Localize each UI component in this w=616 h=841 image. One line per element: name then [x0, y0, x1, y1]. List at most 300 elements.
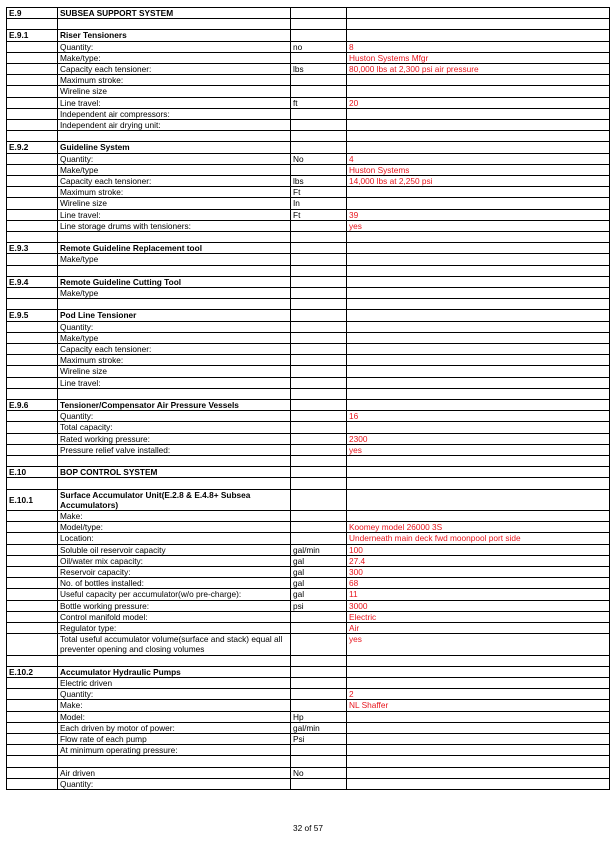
spec-label: Quantity: — [58, 689, 291, 700]
spec-value: Koomey model 26000 3S — [347, 522, 610, 533]
section-code: E.9.2 — [7, 142, 58, 153]
spec-unit: gal — [291, 567, 347, 578]
spec-value: Huston Systems Mfgr — [347, 52, 610, 63]
spec-unit: No — [291, 153, 347, 164]
label-cell — [58, 756, 291, 767]
label-cell — [58, 131, 291, 142]
spec-row — [7, 153, 610, 164]
spec-label: Air driven — [58, 767, 291, 778]
section-title: Surface Accumulator Unit(E.2.8 & E.4.8+ Subsea Accumulators) — [58, 489, 291, 510]
spec-unit: gal/min — [291, 722, 347, 733]
code-cell — [7, 700, 58, 711]
spec-value: 2300 — [347, 433, 610, 444]
spec-row — [7, 700, 610, 711]
spec-unit — [291, 444, 347, 455]
unit-cell — [291, 655, 347, 666]
spec-row — [7, 41, 610, 52]
spec-row — [7, 767, 610, 778]
code-cell — [7, 344, 58, 355]
section-code: E.9.3 — [7, 243, 58, 254]
value-cell — [347, 756, 610, 767]
code-cell — [7, 153, 58, 164]
spec-value — [347, 108, 610, 119]
spec-row — [7, 332, 610, 343]
section-code: E.10 — [7, 467, 58, 478]
spec-label: Line travel: — [58, 377, 291, 388]
label-cell — [58, 265, 291, 276]
spec-value — [347, 734, 610, 745]
spec-label: Total capacity: — [58, 422, 291, 433]
code-cell — [7, 555, 58, 566]
spec-label: Bottle working pressure: — [58, 600, 291, 611]
spec-unit — [291, 120, 347, 131]
spec-unit — [291, 422, 347, 433]
spec-unit: gal — [291, 578, 347, 589]
value-cell — [347, 400, 610, 411]
spec-label: Each driven by motor of power: — [58, 722, 291, 733]
code-cell — [7, 41, 58, 52]
unit-cell — [291, 310, 347, 321]
spec-value: 2 — [347, 689, 610, 700]
spec-unit — [291, 108, 347, 119]
spec-row — [7, 611, 610, 622]
spec-label: Oil/water mix capacity: — [58, 555, 291, 566]
value-cell — [347, 655, 610, 666]
spec-row — [7, 209, 610, 220]
spec-label: Useful capacity per accumulator(w/o pre-charge): — [58, 589, 291, 600]
unit-cell — [291, 400, 347, 411]
spec-value: 39 — [347, 209, 610, 220]
spec-label: Flow rate of each pump — [58, 734, 291, 745]
code-cell — [7, 411, 58, 422]
spec-row — [7, 355, 610, 366]
section-title: BOP CONTROL SYSTEM — [58, 467, 291, 478]
section-code: E.9.1 — [7, 30, 58, 41]
spec-label: Make/type — [58, 254, 291, 265]
spec-label: Total useful accumulator volume(surface and stack) equal all preventer opening and closing volumes — [58, 634, 291, 655]
spec-value — [347, 745, 610, 756]
spec-label: Rated working pressure: — [58, 433, 291, 444]
unit-cell — [291, 265, 347, 276]
spec-row — [7, 711, 610, 722]
section-code: E.9.6 — [7, 400, 58, 411]
code-cell — [7, 366, 58, 377]
spec-unit — [291, 355, 347, 366]
spec-label: Electric driven — [58, 678, 291, 689]
code-cell — [7, 634, 58, 655]
spec-row — [7, 187, 610, 198]
spec-value — [347, 187, 610, 198]
spec-label: Line travel: — [58, 209, 291, 220]
spec-unit — [291, 321, 347, 332]
value-cell — [347, 666, 610, 677]
spec-row — [7, 600, 610, 611]
spec-value — [347, 778, 610, 789]
spacer-row — [7, 456, 610, 467]
code-cell — [7, 711, 58, 722]
spec-value — [347, 344, 610, 355]
spec-row — [7, 288, 610, 299]
spec-row — [7, 533, 610, 544]
spec-value: Electric — [347, 611, 610, 622]
label-cell — [58, 299, 291, 310]
unit-cell — [291, 388, 347, 399]
spec-label: Maximum stroke: — [58, 355, 291, 366]
code-cell — [7, 511, 58, 522]
spec-unit: gal — [291, 589, 347, 600]
spec-label: Quantity: — [58, 778, 291, 789]
spec-value: 8 — [347, 41, 610, 52]
code-cell — [7, 254, 58, 265]
spec-unit: Psi — [291, 734, 347, 745]
code-cell — [7, 522, 58, 533]
code-cell — [7, 220, 58, 231]
section-title: Remote Guideline Cutting Tool — [58, 276, 291, 287]
spec-row — [7, 321, 610, 332]
spec-value — [347, 711, 610, 722]
spec-label: Independent air compressors: — [58, 108, 291, 119]
unit-cell — [291, 489, 347, 510]
spec-value: yes — [347, 444, 610, 455]
label-cell — [58, 478, 291, 489]
spec-unit — [291, 745, 347, 756]
section-title: SUBSEA SUPPORT SYSTEM — [58, 8, 291, 19]
spec-row — [7, 522, 610, 533]
code-cell — [7, 265, 58, 276]
section-title: Accumulator Hydraulic Pumps — [58, 666, 291, 677]
spec-row — [7, 589, 610, 600]
spec-value — [347, 75, 610, 86]
code-cell — [7, 456, 58, 467]
spec-value — [347, 678, 610, 689]
code-cell — [7, 745, 58, 756]
spec-label: Make/type: — [58, 52, 291, 63]
spec-value: 14,000 lbs at 2,250 psi — [347, 176, 610, 187]
section-header-row — [7, 666, 610, 677]
spec-unit — [291, 344, 347, 355]
section-code: E.10.2 — [7, 666, 58, 677]
spec-unit — [291, 75, 347, 86]
spec-unit — [291, 634, 347, 655]
spec-label: Line storage drums with tensioners: — [58, 220, 291, 231]
spec-value — [347, 377, 610, 388]
code-cell — [7, 589, 58, 600]
spec-value — [347, 366, 610, 377]
spec-unit — [291, 86, 347, 97]
code-cell — [7, 332, 58, 343]
spec-label: Line travel: — [58, 97, 291, 108]
spec-row — [7, 254, 610, 265]
spec-label: Location: — [58, 533, 291, 544]
section-header-row — [7, 276, 610, 287]
spec-unit — [291, 689, 347, 700]
code-cell — [7, 19, 58, 30]
section-header-row — [7, 310, 610, 321]
spec-label: Wireline size — [58, 198, 291, 209]
spec-unit — [291, 288, 347, 299]
spec-unit — [291, 533, 347, 544]
spec-label: Quantity: — [58, 153, 291, 164]
section-title: Pod Line Tensioner — [58, 310, 291, 321]
label-cell — [58, 388, 291, 399]
spec-unit — [291, 366, 347, 377]
spec-label: Soluble oil reservoir capacity — [58, 544, 291, 555]
spec-unit: Hp — [291, 711, 347, 722]
value-cell — [347, 243, 610, 254]
spec-label: Make/type — [58, 288, 291, 299]
spec-value: 20 — [347, 97, 610, 108]
spec-row — [7, 634, 610, 655]
unit-cell — [291, 299, 347, 310]
page-number: 32 of 57 — [293, 823, 323, 833]
spec-value — [347, 321, 610, 332]
value-cell — [347, 131, 610, 142]
code-cell — [7, 655, 58, 666]
section-code: E.10.1 — [7, 489, 58, 510]
spec-unit — [291, 220, 347, 231]
code-cell — [7, 544, 58, 555]
spec-label: Capacity each tensioner: — [58, 64, 291, 75]
spacer-row — [7, 388, 610, 399]
spacer-row — [7, 131, 610, 142]
code-cell — [7, 567, 58, 578]
spec-value — [347, 355, 610, 366]
unit-cell — [291, 467, 347, 478]
code-cell — [7, 187, 58, 198]
value-cell — [347, 310, 610, 321]
value-cell — [347, 467, 610, 478]
spec-value: Huston Systems — [347, 164, 610, 175]
value-cell — [347, 388, 610, 399]
spec-row — [7, 164, 610, 175]
spec-label: Maximum stroke: — [58, 187, 291, 198]
label-cell — [58, 655, 291, 666]
spec-row — [7, 344, 610, 355]
spec-value — [347, 422, 610, 433]
spec-label: Quantity: — [58, 41, 291, 52]
code-cell — [7, 232, 58, 243]
spec-row — [7, 97, 610, 108]
code-cell — [7, 611, 58, 622]
spec-value: 4 — [347, 153, 610, 164]
spec-unit: gal — [291, 555, 347, 566]
code-cell — [7, 578, 58, 589]
code-cell — [7, 299, 58, 310]
spec-row — [7, 555, 610, 566]
value-cell — [347, 19, 610, 30]
unit-cell — [291, 456, 347, 467]
spacer-row — [7, 265, 610, 276]
spec-row — [7, 220, 610, 231]
spec-value — [347, 288, 610, 299]
spec-row — [7, 377, 610, 388]
spec-row — [7, 86, 610, 97]
value-cell — [347, 489, 610, 510]
section-title: Riser Tensioners — [58, 30, 291, 41]
value-cell — [347, 232, 610, 243]
spacer-row — [7, 232, 610, 243]
spec-row — [7, 176, 610, 187]
spec-unit — [291, 623, 347, 634]
unit-cell — [291, 276, 347, 287]
spec-label: Control manifold model: — [58, 611, 291, 622]
spec-value: 80,000 lbs at 2,300 psi air pressure — [347, 64, 610, 75]
spec-label: Quantity: — [58, 411, 291, 422]
spec-row — [7, 745, 610, 756]
spec-row — [7, 411, 610, 422]
section-title: Guideline System — [58, 142, 291, 153]
unit-cell — [291, 756, 347, 767]
spec-unit — [291, 411, 347, 422]
code-cell — [7, 444, 58, 455]
section-header-row — [7, 8, 610, 19]
code-cell — [7, 64, 58, 75]
spec-unit: gal/min — [291, 544, 347, 555]
spacer-row — [7, 478, 610, 489]
spec-row — [7, 120, 610, 131]
code-cell — [7, 97, 58, 108]
spec-row — [7, 689, 610, 700]
spec-unit: psi — [291, 600, 347, 611]
spec-value — [347, 120, 610, 131]
value-cell — [347, 8, 610, 19]
spec-unit: no — [291, 41, 347, 52]
spec-row — [7, 734, 610, 745]
specification-table-body — [7, 8, 610, 790]
spec-unit: In — [291, 198, 347, 209]
code-cell — [7, 623, 58, 634]
spec-row — [7, 778, 610, 789]
spec-unit — [291, 778, 347, 789]
spec-value — [347, 767, 610, 778]
spec-value: 68 — [347, 578, 610, 589]
spec-value: 3000 — [347, 600, 610, 611]
spec-unit — [291, 164, 347, 175]
code-cell — [7, 131, 58, 142]
spec-label: Quantity: — [58, 321, 291, 332]
spec-row — [7, 444, 610, 455]
code-cell — [7, 75, 58, 86]
spec-value: NL Shaffer — [347, 700, 610, 711]
spec-value: 300 — [347, 567, 610, 578]
spec-value — [347, 511, 610, 522]
spec-unit — [291, 52, 347, 63]
value-cell — [347, 265, 610, 276]
spacer-row — [7, 19, 610, 30]
spec-value: yes — [347, 634, 610, 655]
code-cell — [7, 120, 58, 131]
spec-label: Make/type — [58, 332, 291, 343]
spec-value — [347, 86, 610, 97]
spec-label: Capacity each tensioner: — [58, 344, 291, 355]
code-cell — [7, 52, 58, 63]
code-cell — [7, 108, 58, 119]
code-cell — [7, 600, 58, 611]
section-title: Remote Guideline Replacement tool — [58, 243, 291, 254]
spec-value: 27.4 — [347, 555, 610, 566]
unit-cell — [291, 478, 347, 489]
code-cell — [7, 321, 58, 332]
code-cell — [7, 734, 58, 745]
spec-unit — [291, 377, 347, 388]
spec-label: Model: — [58, 711, 291, 722]
spec-row — [7, 544, 610, 555]
code-cell — [7, 678, 58, 689]
spec-unit — [291, 332, 347, 343]
code-cell — [7, 778, 58, 789]
code-cell — [7, 176, 58, 187]
section-header-row — [7, 30, 610, 41]
section-header-row — [7, 142, 610, 153]
spec-row — [7, 722, 610, 733]
unit-cell — [291, 243, 347, 254]
spec-unit — [291, 433, 347, 444]
spec-label: At minimum operating pressure: — [58, 745, 291, 756]
spec-label: Make: — [58, 511, 291, 522]
code-cell — [7, 164, 58, 175]
spec-label: Model/type: — [58, 522, 291, 533]
spec-value: 16 — [347, 411, 610, 422]
section-header-row — [7, 400, 610, 411]
label-cell — [58, 456, 291, 467]
value-cell — [347, 276, 610, 287]
spec-unit: Ft — [291, 209, 347, 220]
section-header-row — [7, 467, 610, 478]
spec-row — [7, 108, 610, 119]
code-cell — [7, 689, 58, 700]
unit-cell — [291, 142, 347, 153]
unit-cell — [291, 131, 347, 142]
spec-value: 11 — [347, 589, 610, 600]
spec-value: Underneath main deck fwd moonpool port side — [347, 533, 610, 544]
spec-unit: Ft — [291, 187, 347, 198]
spec-row — [7, 422, 610, 433]
spec-label: No. of bottles installed: — [58, 578, 291, 589]
code-cell — [7, 422, 58, 433]
spec-unit — [291, 611, 347, 622]
unit-cell — [291, 232, 347, 243]
specification-table — [6, 7, 610, 790]
spec-value: 100 — [347, 544, 610, 555]
spec-value — [347, 198, 610, 209]
spec-label: Reservoir capacity: — [58, 567, 291, 578]
spec-row — [7, 511, 610, 522]
spec-label: Regulator type: — [58, 623, 291, 634]
spec-label: Capacity each tensioner: — [58, 176, 291, 187]
label-cell — [58, 19, 291, 30]
spec-row — [7, 678, 610, 689]
section-title: Tensioner/Compensator Air Pressure Vessels — [58, 400, 291, 411]
code-cell — [7, 756, 58, 767]
spec-value: Air — [347, 623, 610, 634]
code-cell — [7, 767, 58, 778]
spec-row — [7, 52, 610, 63]
code-cell — [7, 355, 58, 366]
spec-value — [347, 722, 610, 733]
section-code: E.9.5 — [7, 310, 58, 321]
spec-unit: No — [291, 767, 347, 778]
unit-cell — [291, 19, 347, 30]
spacer-row — [7, 756, 610, 767]
spec-value: yes — [347, 220, 610, 231]
spec-row — [7, 578, 610, 589]
spec-row — [7, 75, 610, 86]
spec-row — [7, 623, 610, 634]
spacer-row — [7, 299, 610, 310]
value-cell — [347, 30, 610, 41]
value-cell — [347, 142, 610, 153]
value-cell — [347, 456, 610, 467]
